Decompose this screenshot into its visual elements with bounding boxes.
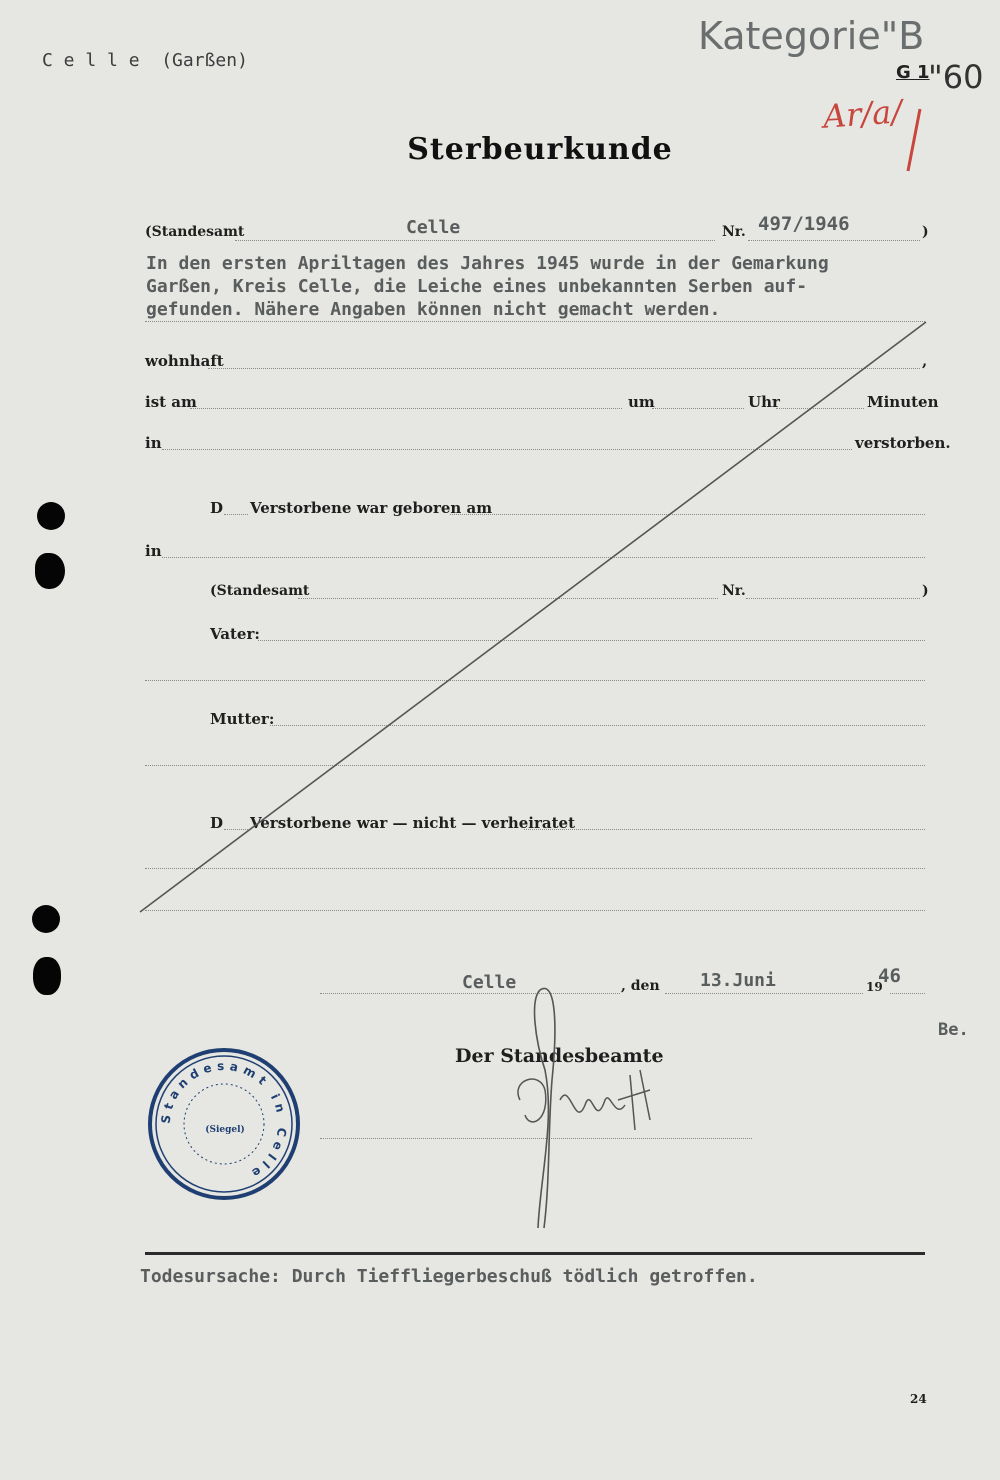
married-text: Verstorbene war — nicht — verheiratet	[250, 814, 576, 832]
cause-of-death: Todesursache: Durch Tieffliegerbeschuß tödlich getroffen.	[140, 1266, 758, 1287]
sign-den: , den	[621, 978, 660, 994]
born-text: Verstorbene war geboren am	[250, 499, 493, 517]
page-number: 24	[910, 1392, 927, 1406]
label-nr-2: Nr.	[722, 583, 746, 599]
sign-date: 13.Juni	[700, 970, 776, 991]
label-in: in	[145, 434, 162, 452]
svg-text:Standesamt in Celle	[159, 1059, 290, 1183]
place-heading: C e l l e (Garßen)	[42, 50, 248, 71]
office-label: (Standesamt	[145, 224, 245, 240]
label-close-2: )	[922, 583, 929, 599]
category-code: G 1	[896, 62, 930, 83]
signature	[500, 980, 670, 1240]
married-prefix: D	[210, 814, 224, 832]
label-vater: Vater:	[210, 625, 260, 643]
nr-close: )	[922, 224, 929, 240]
initials: Be.	[938, 1020, 969, 1040]
office-value: Celle	[406, 217, 461, 238]
official-title: Der Standesbeamte	[455, 1045, 664, 1067]
nr-label: Nr.	[722, 224, 746, 240]
label-comma: ,	[922, 352, 928, 370]
category-mark: "60	[928, 58, 984, 96]
red-pencil-annotation: Ar/a/	[821, 92, 904, 136]
label-uhr: Uhr	[748, 393, 780, 411]
label-um: um	[628, 393, 655, 411]
year-prefix: 19	[866, 980, 883, 994]
seal-label: (Siegel)	[205, 1125, 245, 1135]
label-ist-am: ist am	[145, 393, 197, 411]
category-stamp: Kategorie"B	[698, 14, 925, 58]
label-verstorben: verstorben.	[855, 434, 951, 452]
separator-rule	[145, 1252, 925, 1255]
official-seal	[146, 1046, 302, 1202]
body-line-2: Garßen, Kreis Celle, die Leiche eines unbekannten Serben auf-	[146, 276, 808, 297]
label-minuten: Minuten	[867, 393, 939, 411]
label-in-2: in	[145, 542, 162, 560]
nr-value: 497/1946	[758, 213, 850, 235]
body-line-1: In den ersten Apriltagen des Jahres 1945 wurde in der Gemarkung	[146, 253, 829, 274]
year-suffix: 46	[878, 965, 901, 987]
label-wohnhaft: wohnhaft	[145, 352, 224, 370]
document-title: Sterbeurkunde	[407, 132, 673, 167]
born-prefix: D	[210, 499, 224, 517]
body-line-3: gefunden. Nähere Angaben können nicht gemacht werden.	[146, 299, 721, 320]
label-office-2: (Standesamt	[210, 583, 310, 599]
seal-ring-text: Standesamt in Celle	[158, 1058, 290, 1183]
sign-place: Celle	[462, 972, 517, 993]
label-mutter: Mutter:	[210, 710, 275, 728]
